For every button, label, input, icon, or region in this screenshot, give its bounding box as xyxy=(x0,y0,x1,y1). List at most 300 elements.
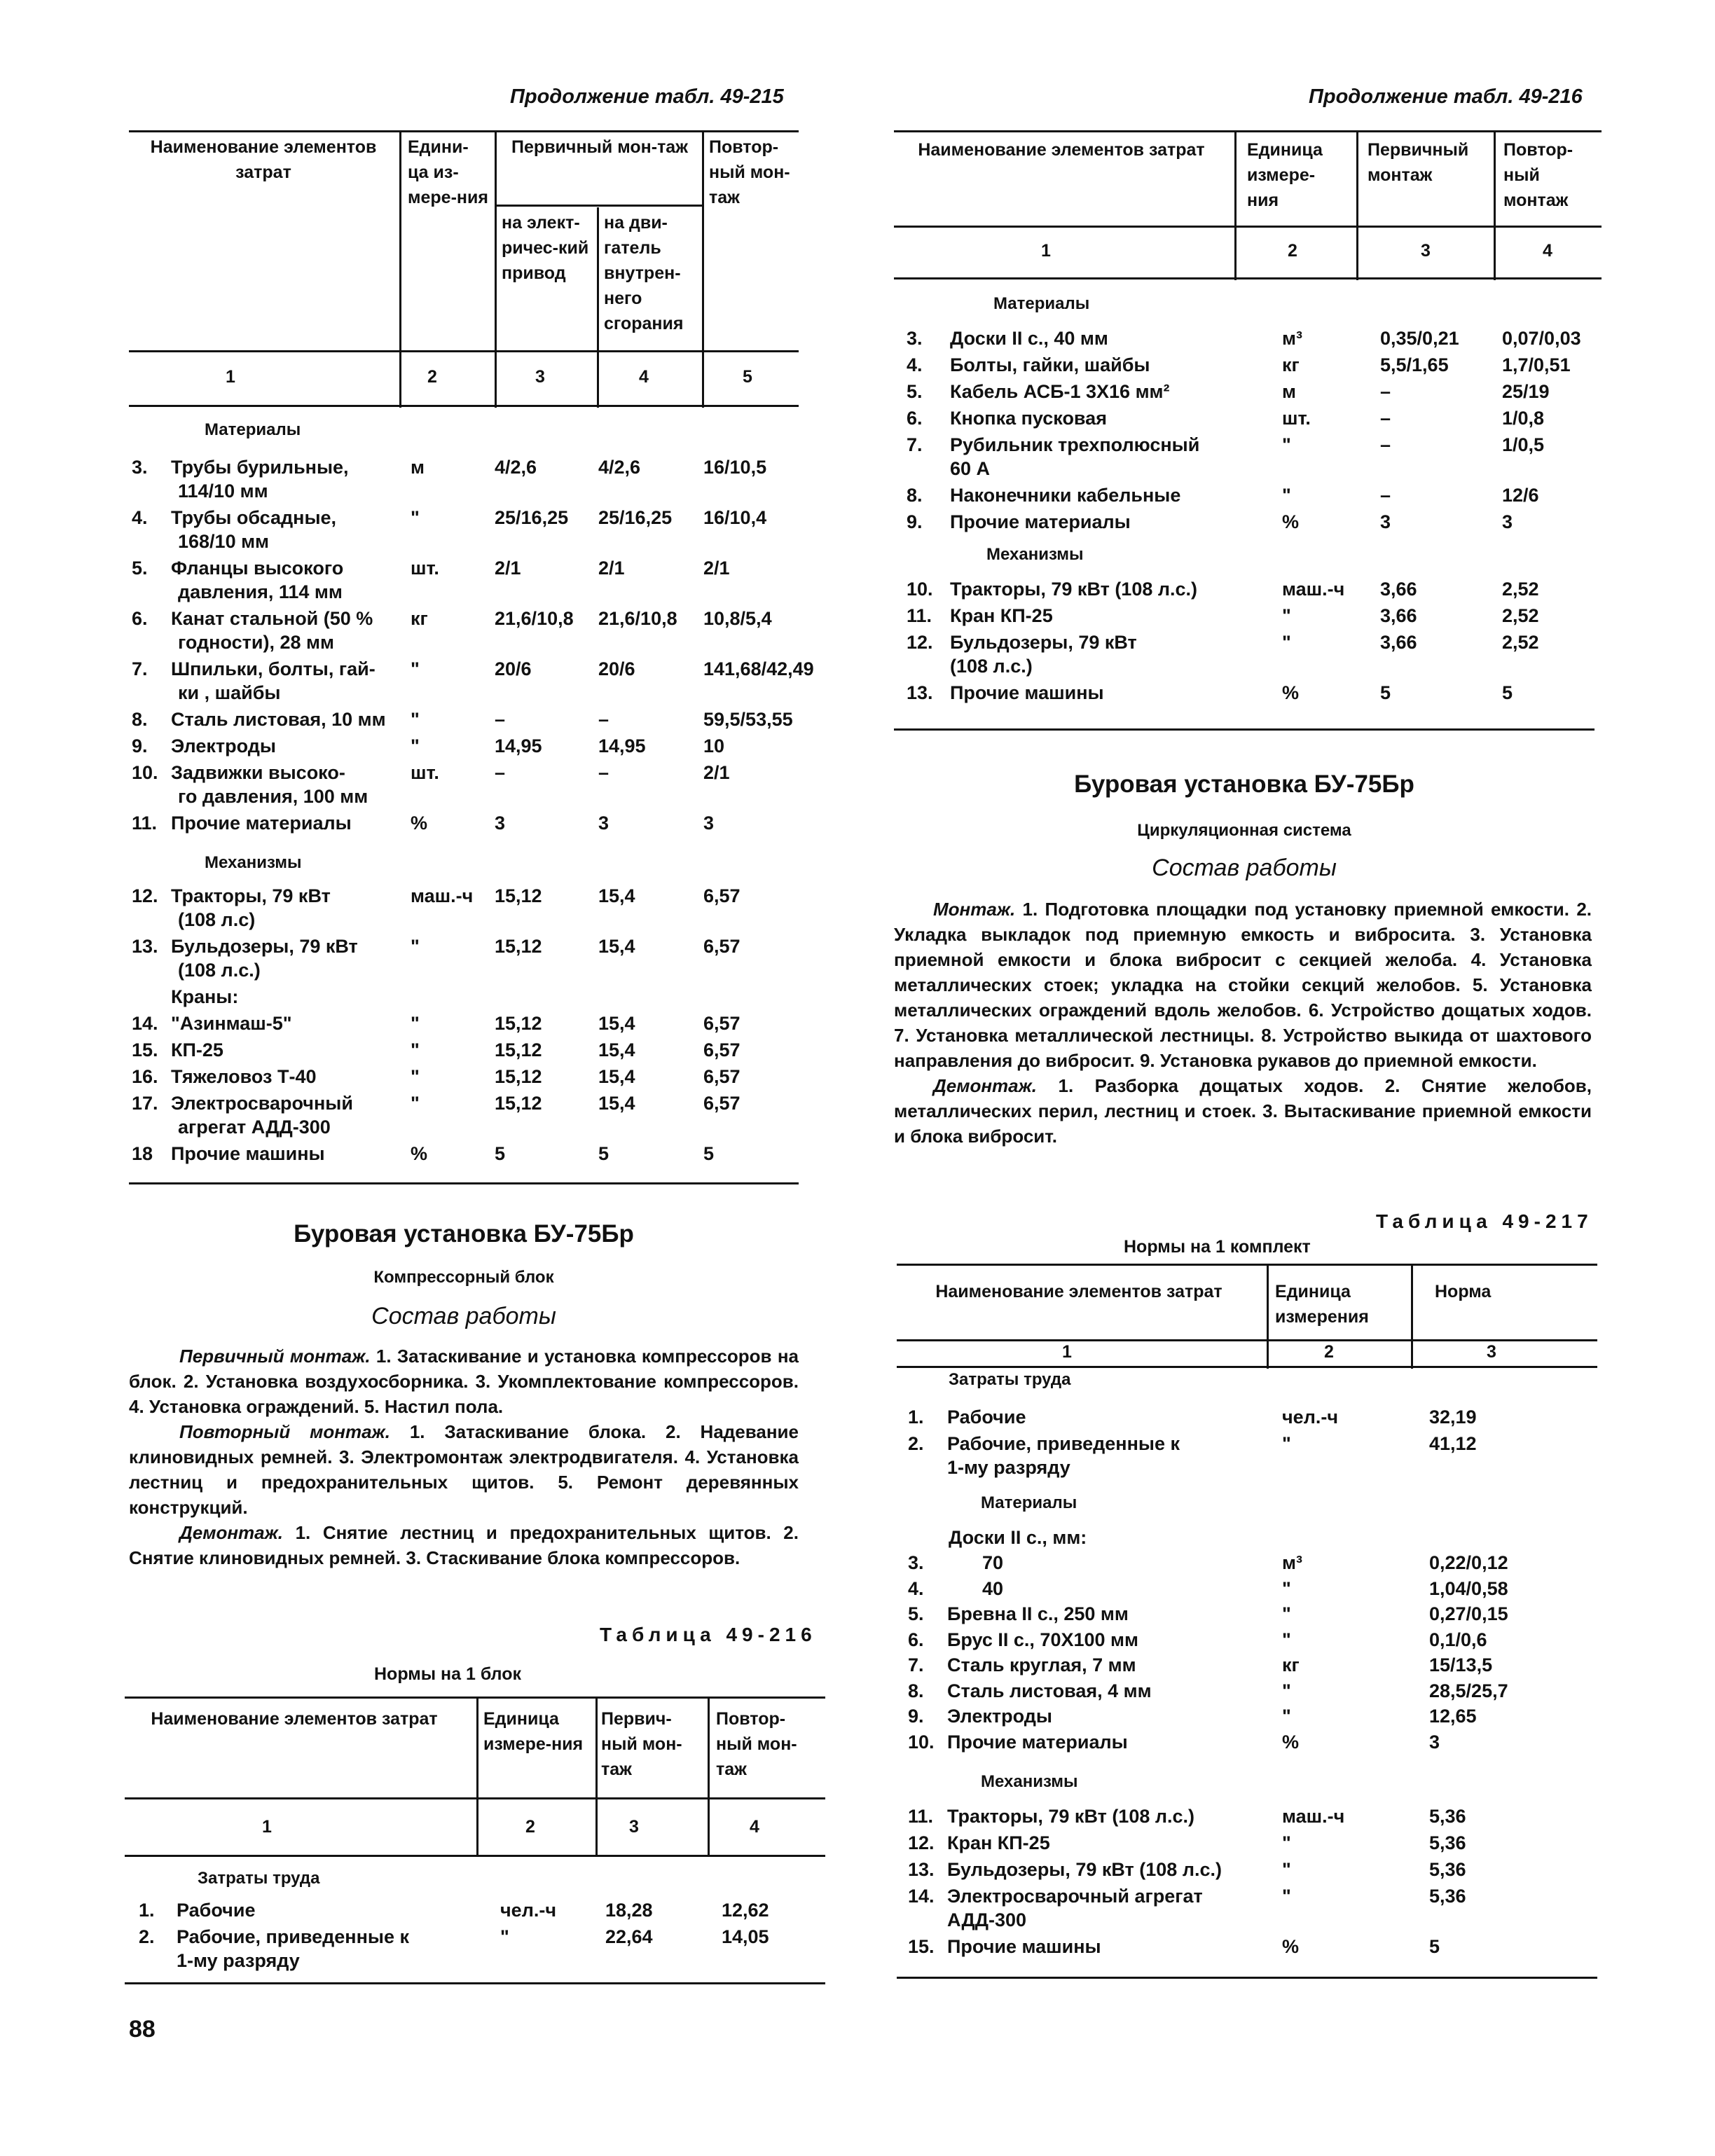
left-t1-mat-n: 11. xyxy=(132,813,158,834)
right-t2-mat-n: 5. xyxy=(908,1603,924,1624)
right-t2-mat-name: Сталь круглая, 7 мм xyxy=(947,1654,1136,1675)
right-table2-section-labor: Затраты труда xyxy=(949,1370,1071,1389)
right-t1-mat-c3: – xyxy=(1380,434,1391,455)
right-t1-mat-unit: м³ xyxy=(1282,328,1302,349)
left-t1-mech-n: 15. xyxy=(132,1039,158,1060)
right-t1-mat-n: 9. xyxy=(907,511,923,532)
left-table2-label: Таблица 49-216 xyxy=(600,1624,817,1645)
right-t1-mech-unit: " xyxy=(1282,605,1291,626)
right-t2-mech-name: Бульдозеры, 79 кВт (108 л.с.) xyxy=(947,1859,1222,1880)
right-t1-mech-name: Прочие машины xyxy=(950,682,1104,703)
right-t2-mat-unit: м³ xyxy=(1282,1552,1302,1573)
right-t2-mech-c3: 5,36 xyxy=(1429,1859,1466,1880)
left-table1-header-electric: на элект-ричес-кий привод xyxy=(502,213,589,283)
right-t1-mech-c3: 5 xyxy=(1380,682,1391,703)
left-table2-colnum: 1 xyxy=(262,1817,272,1837)
left-t1-mat-unit: " xyxy=(411,507,420,528)
left-t2-n: 1. xyxy=(139,1900,155,1921)
right-t1-mat-c3: – xyxy=(1380,381,1391,402)
left-t1-mech-c4: 15,4 xyxy=(598,885,635,906)
left-t1-mat-unit: % xyxy=(411,813,428,834)
right-t2-mat-name: Прочие материалы xyxy=(947,1731,1128,1753)
left-t1-mech-n: 18 xyxy=(132,1143,153,1164)
left-t1-mech-name2: агрегат АДД-300 xyxy=(178,1117,331,1138)
left-t1-mech-c4: 15,4 xyxy=(598,1093,635,1114)
right-t1-mat-c4: 1/0,8 xyxy=(1502,408,1545,429)
right-t2-mat-name: Брус II с., 70Х100 мм xyxy=(947,1629,1138,1650)
right-t2-mech-unit: " xyxy=(1282,1886,1291,1907)
left-table1-header-unit: Едини-ца из-мере-ния xyxy=(408,137,488,207)
right-t2-mat-c3: 28,5/25,7 xyxy=(1429,1680,1508,1701)
left-table1-header-name: Наименование элементов затрат xyxy=(150,137,377,182)
left-t1-mat-name: Фланцы высокого xyxy=(171,558,344,579)
left-t1-mech-unit: % xyxy=(411,1143,428,1164)
left-t1-mat-name2: давления, 114 мм xyxy=(178,581,343,602)
left-t1-mat-unit: м xyxy=(411,457,425,478)
right-paragraphs xyxy=(894,897,1592,1149)
left-table2-header-name: Наименование элементов затрат xyxy=(151,1709,438,1729)
left-t1-mech-c5: 5 xyxy=(703,1143,715,1164)
left-t1-mech-name2: (108 л.с) xyxy=(178,909,256,930)
right-t2-labor-name2: 1-му разряду xyxy=(947,1457,1070,1478)
right-t1-mech-n: 12. xyxy=(907,632,933,653)
left-t1-mat-name2: ки , шайбы xyxy=(178,682,281,703)
left-t1-mat-n: 6. xyxy=(132,608,148,629)
right-t1-mat-name: Рубильник трехполюсный xyxy=(950,434,1200,455)
right-t1-mech-c4: 2,52 xyxy=(1502,632,1539,653)
left-section-sostav: Состав работы xyxy=(371,1303,556,1329)
left-t1-mech-c5: 6,57 xyxy=(703,1093,741,1114)
left-table2-header-repeat: Повтор-ный мон-таж xyxy=(716,1709,797,1779)
left-table2-norms: Нормы на 1 блок xyxy=(374,1664,522,1684)
right-t2-mech-c3: 5,36 xyxy=(1429,1806,1466,1827)
left-table1-colnum: 5 xyxy=(743,367,752,387)
right-t2-mat-name: Электроды xyxy=(947,1706,1052,1727)
right-t1-mat-name: Кабель АСБ-1 3Х16 мм² xyxy=(950,381,1170,402)
left-t1-mech-n: 16. xyxy=(132,1066,158,1087)
left-p2-text: 1. Затаскивание блока. 2. Надевание клиновидных ремней. 3. Электромонтаж электродвигателя. 4. Установка лестниц и предохранительных щитов. 5. Ремонт деревянных конструкций. xyxy=(129,1421,799,1518)
left-paragraphs xyxy=(129,1343,799,1570)
left-t1-mat-c3: 14,95 xyxy=(495,735,542,756)
right-t1-mat-unit: шт. xyxy=(1282,408,1311,429)
left-section-subtitle: Компрессорный блок xyxy=(373,1268,554,1287)
left-table2-header-primary: Первич-ный мон-таж xyxy=(601,1709,682,1779)
right-t2-mat-name: 70 xyxy=(982,1552,1004,1573)
right-table2-section-materials: Материалы xyxy=(981,1493,1077,1512)
left-t1-mat-name: Электроды xyxy=(171,735,276,756)
left-t1-mech-name: КП-25 xyxy=(171,1039,223,1060)
left-table2-numbers-rule xyxy=(125,1855,825,1857)
right-t2-mat-n: 9. xyxy=(908,1706,924,1727)
left-t1-mech-unit: " xyxy=(411,936,420,957)
right-t1-mech-unit: маш.-ч xyxy=(1282,579,1345,600)
right-t1-mat-unit: м xyxy=(1282,381,1296,402)
left-t1-mat-c5: 141,68/42,49 xyxy=(703,658,814,679)
right-t2-mech-n: 12. xyxy=(908,1832,935,1853)
left-t1-mat-n: 4. xyxy=(132,507,148,528)
right-table2-section-mechanisms: Механизмы xyxy=(981,1772,1078,1791)
right-t1-mat-unit: " xyxy=(1282,485,1291,506)
right-table2-bottom-rule xyxy=(897,1977,1597,1979)
left-table2-colnum: 4 xyxy=(750,1817,759,1837)
right-t1-mat-name: Прочие материалы xyxy=(950,511,1131,532)
right-t2-mech-unit: маш.-ч xyxy=(1282,1806,1345,1827)
right-table1-divider xyxy=(1356,130,1358,280)
right-t2-labor-name: Рабочие, приведенные к xyxy=(947,1433,1180,1454)
right-t1-mat-c4: 3 xyxy=(1502,511,1513,532)
left-section-title: Буровая установка БУ-75Бр xyxy=(294,1220,634,1248)
left-t1-mech-c3: 5 xyxy=(495,1143,506,1164)
left-table1-colnum: 2 xyxy=(427,367,437,387)
left-table1-divider xyxy=(495,130,497,408)
left-t1-mech-name: Прочие машины xyxy=(171,1143,325,1164)
right-t2-mech-n: 15. xyxy=(908,1936,935,1957)
left-t1-mat-c3: 20/6 xyxy=(495,658,532,679)
right-t2-mat-unit: " xyxy=(1282,1577,1291,1599)
left-t1-mech-c5: 6,57 xyxy=(703,1039,741,1060)
right-table2-header-name: Наименование элементов затрат xyxy=(935,1282,1222,1301)
left-table1-header-rule xyxy=(129,350,799,352)
left-t1-mat-c4: – xyxy=(598,709,609,730)
right-t2-mech-name: Прочие машины xyxy=(947,1936,1101,1957)
right-t1-mat-c4: 25/19 xyxy=(1502,381,1550,402)
left-t1-mech-name: Бульдозеры, 79 кВт xyxy=(171,936,358,957)
left-t1-mat-c4: 14,95 xyxy=(598,735,646,756)
left-t1-mat-unit: кг xyxy=(411,608,428,629)
right-t1-mat-n: 4. xyxy=(907,354,923,375)
left-t1-mech-unit: " xyxy=(411,1093,420,1114)
left-t1-mech-n: 13. xyxy=(132,936,158,957)
left-t1-mat-name2: го давления, 100 мм xyxy=(178,786,369,807)
right-t1-mech-name: Тракторы, 79 кВт (108 л.с.) xyxy=(950,579,1198,600)
right-t1-mat-n: 5. xyxy=(907,381,923,402)
left-t1-mech-c3: 15,12 xyxy=(495,1093,542,1114)
right-t2-labor-unit: " xyxy=(1282,1433,1291,1454)
left-table1-section-mechanisms: Механизмы xyxy=(205,853,302,872)
right-p2-label: Демонтаж. xyxy=(933,1075,1038,1096)
left-t1-mat-name: Трубы обсадные, xyxy=(171,507,337,528)
right-t1-mat-c4: 12/6 xyxy=(1502,485,1539,506)
right-table2-colnum: 3 xyxy=(1487,1342,1496,1362)
left-t2-unit: " xyxy=(500,1926,509,1947)
right-table2-header-norm: Норма xyxy=(1435,1282,1492,1301)
right-table2-colnum: 1 xyxy=(1062,1342,1072,1362)
left-t1-mat-c5: 16/10,4 xyxy=(703,507,767,528)
left-t1-mech-c5: 6,57 xyxy=(703,1013,741,1034)
right-table2-header-unit: Единица измерения xyxy=(1275,1282,1369,1327)
right-table1-colnum: 3 xyxy=(1421,241,1431,261)
right-table1-header-repeat: Повтор-ный монтаж xyxy=(1503,140,1573,210)
right-t2-mat-unit: " xyxy=(1282,1680,1291,1701)
right-t1-mech-unit: " xyxy=(1282,632,1291,653)
right-table1-header-unit: Единица измере-ния xyxy=(1247,140,1323,210)
right-t1-mat-c4: 0,07/0,03 xyxy=(1502,328,1581,349)
left-t1-mech-c5: 6,57 xyxy=(703,1066,741,1087)
left-p3-label: Демонтаж. xyxy=(179,1522,284,1543)
left-t1-mat-name: Задвижки высоко- xyxy=(171,762,345,783)
left-t1-mech-c4: 15,4 xyxy=(598,936,635,957)
left-t1-mech-name: Электросварочный xyxy=(171,1093,353,1114)
left-table1-divider xyxy=(597,207,599,408)
right-section-sostav: Состав работы xyxy=(1152,855,1337,881)
right-table1-header-rule xyxy=(894,226,1602,228)
page-number: 88 xyxy=(129,2016,156,2043)
right-table1-section-materials: Материалы xyxy=(993,294,1090,313)
right-t2-mech-name: Тракторы, 79 кВт (108 л.с.) xyxy=(947,1806,1195,1827)
left-table2-header-rule xyxy=(125,1797,825,1799)
left-t1-mech-name: Тракторы, 79 кВт xyxy=(171,885,331,906)
left-t1-mech-c4: 5 xyxy=(598,1143,609,1164)
left-t1-mech-c4: 15,4 xyxy=(598,1066,635,1087)
right-t2-mat-n: 6. xyxy=(908,1629,924,1650)
right-t2-mat-c3: 3 xyxy=(1429,1731,1440,1753)
left-t1-mat-c4: 3 xyxy=(598,813,609,834)
right-t1-mech-name: Кран КП-25 xyxy=(950,605,1053,626)
right-t1-mat-name: Наконечники кабельные xyxy=(950,485,1181,506)
right-t1-mech-n: 10. xyxy=(907,579,933,600)
right-t2-mat-c3: 1,04/0,58 xyxy=(1429,1577,1508,1599)
right-t2-mech-name: Электросварочный агрегат xyxy=(947,1886,1203,1907)
left-t1-mat-c4: 4/2,6 xyxy=(598,457,641,478)
left-t1-mech-n: 17. xyxy=(132,1093,158,1114)
left-t1-mat-c5: 10,8/5,4 xyxy=(703,608,772,629)
right-t2-mat-c3: 0,27/0,15 xyxy=(1429,1603,1508,1624)
right-t2-mat-n: 8. xyxy=(908,1680,924,1701)
right-t2-mat-unit: кг xyxy=(1282,1654,1300,1675)
left-t1-mat-name2: 114/10 мм xyxy=(178,481,268,502)
right-t1-mat-n: 6. xyxy=(907,408,923,429)
left-t1-mat-c5: 59,5/53,55 xyxy=(703,709,793,730)
right-t2-mech-c3: 5,36 xyxy=(1429,1832,1466,1853)
left-t1-mat-n: 9. xyxy=(132,735,148,756)
left-table1-colnum: 3 xyxy=(535,367,545,387)
left-table1-section-materials: Материалы xyxy=(205,420,301,439)
left-t1-mat-name: Прочие материалы xyxy=(171,813,352,834)
left-t1-mech-c4: 15,4 xyxy=(598,1013,635,1034)
right-t1-mech-c3: 3,66 xyxy=(1380,632,1417,653)
left-t1-mat-name2: 168/10 мм xyxy=(178,531,270,552)
right-table2-colnum: 2 xyxy=(1324,1342,1334,1362)
right-t1-mech-c4: 2,52 xyxy=(1502,579,1539,600)
right-t2-mech-n: 14. xyxy=(908,1886,935,1907)
right-table2-norms: Нормы на 1 комплект xyxy=(1124,1237,1311,1257)
right-t1-mat-unit: кг xyxy=(1282,354,1300,375)
right-t1-mat-n: 3. xyxy=(907,328,923,349)
left-t1-mat-name: Канат стальной (50 % xyxy=(171,608,373,629)
left-t1-mat-unit: " xyxy=(411,709,420,730)
right-t2-mat-unit: " xyxy=(1282,1706,1291,1727)
left-table2-bottom-rule xyxy=(125,1982,825,1984)
right-table1-bottom-rule xyxy=(894,728,1595,731)
right-t1-mat-c3: 3 xyxy=(1380,511,1391,532)
left-t1-mech-name: "Азинмаш-5" xyxy=(171,1013,292,1034)
left-t1-mat-c3: 4/2,6 xyxy=(495,457,537,478)
right-table2-divider xyxy=(1267,1264,1269,1369)
right-table1-numbers-rule xyxy=(894,277,1602,279)
left-t1-mech-c3: 15,12 xyxy=(495,1013,542,1034)
right-t2-mech-unit: % xyxy=(1282,1936,1300,1957)
left-table1-bottom-rule xyxy=(129,1182,799,1184)
right-t2-mat-c3: 15/13,5 xyxy=(1429,1654,1493,1675)
left-t1-mat-c5: 3 xyxy=(703,813,715,834)
right-t1-mat-n: 8. xyxy=(907,485,923,506)
right-table1-colnum: 2 xyxy=(1288,241,1297,261)
left-t2-unit: чел.-ч xyxy=(500,1900,557,1921)
left-table1-header-engine: на дви-гатель внутрен-него сгорания xyxy=(604,213,684,333)
right-t2-mech-c3: 5 xyxy=(1429,1936,1440,1957)
left-t1-mat-c4: – xyxy=(598,762,609,783)
left-t1-mat-c5: 16/10,5 xyxy=(703,457,767,478)
right-t2-labor-c3: 32,19 xyxy=(1429,1407,1477,1428)
right-t1-mat-unit: % xyxy=(1282,511,1300,532)
right-t2-mech-c3: 5,36 xyxy=(1429,1886,1466,1907)
left-t1-mech-name: Краны: xyxy=(171,986,239,1007)
left-t1-mech-c5: 6,57 xyxy=(703,885,741,906)
right-t2-mech-n: 11. xyxy=(908,1806,934,1827)
left-table2-top-rule xyxy=(125,1697,825,1699)
left-t1-mech-unit: маш.-ч xyxy=(411,885,474,906)
right-table2-divider xyxy=(1411,1264,1413,1369)
right-t1-mat-c3: – xyxy=(1380,485,1391,506)
left-t1-mat-c4: 21,6/10,8 xyxy=(598,608,677,629)
right-t2-mech-name: Кран КП-25 xyxy=(947,1832,1050,1853)
left-table1-divider xyxy=(399,130,401,408)
left-t1-mech-c4: 15,4 xyxy=(598,1039,635,1060)
left-t1-mat-c4: 2/1 xyxy=(598,558,625,579)
left-table2-colnum: 2 xyxy=(525,1817,535,1837)
left-table1-colnum: 1 xyxy=(226,367,235,387)
right-t1-mat-n: 7. xyxy=(907,434,923,455)
left-table1-subheader-rule xyxy=(495,205,702,207)
right-table2-boards-label: Доски II с., мм: xyxy=(949,1527,1087,1548)
right-table1-divider xyxy=(1234,130,1237,280)
right-t2-mech-name2: АДД-300 xyxy=(947,1909,1027,1930)
right-section-subtitle: Циркуляционная система xyxy=(1137,821,1351,840)
right-t2-labor-unit: чел.-ч xyxy=(1282,1407,1339,1428)
left-t1-mat-c3: 3 xyxy=(495,813,506,834)
left-table2-divider xyxy=(595,1697,598,1856)
right-t2-mat-c3: 0,1/0,6 xyxy=(1429,1629,1487,1650)
right-t2-mat-n: 4. xyxy=(908,1577,924,1599)
left-t1-mech-name2: (108 л.с.) xyxy=(178,960,261,981)
right-t2-mat-name: Бревна II с., 250 мм xyxy=(947,1603,1129,1624)
right-t1-mech-n: 13. xyxy=(907,682,933,703)
right-t1-mech-c3: 3,66 xyxy=(1380,579,1417,600)
right-table1-colnum: 4 xyxy=(1543,241,1552,261)
left-t2-c3: 18,28 xyxy=(605,1900,653,1921)
left-t1-mat-name: Сталь листовая, 10 мм xyxy=(171,709,386,730)
left-p1-text: 1. Затаскивание и установка компрессоров на блок. 2. Установка воздухосборника. 3. Укомплектование компрессоров. 4. Установка ограждений. 5. Настил пола. xyxy=(129,1346,799,1417)
left-t1-mat-n: 10. xyxy=(132,762,158,783)
right-t2-mat-unit: % xyxy=(1282,1731,1300,1753)
right-t1-mat-name: Доски II с., 40 мм xyxy=(950,328,1108,349)
right-t1-mat-c3: 5,5/1,65 xyxy=(1380,354,1449,375)
right-t1-mech-unit: % xyxy=(1282,682,1300,703)
right-t1-mech-c4: 5 xyxy=(1502,682,1513,703)
left-p2-label: Повторный монтаж. xyxy=(179,1421,390,1442)
right-t1-mat-c4: 1,7/0,51 xyxy=(1502,354,1571,375)
right-t2-mat-unit: " xyxy=(1282,1629,1291,1650)
left-t1-mat-c4: 25/16,25 xyxy=(598,507,673,528)
right-t2-mat-n: 7. xyxy=(908,1654,924,1675)
left-table2-header-unit: Единица измере-ния xyxy=(483,1709,584,1754)
right-table1-header-name: Наименование элементов затрат xyxy=(918,140,1205,160)
left-t1-mech-c3: 15,12 xyxy=(495,936,542,957)
left-table2-colnum: 3 xyxy=(629,1817,639,1837)
left-t1-mat-name: Шпильки, болты, гай- xyxy=(171,658,376,679)
left-t1-mat-c3: 2/1 xyxy=(495,558,521,579)
left-table2-divider xyxy=(476,1697,478,1856)
right-t1-mat-name: Кнопка пусковая xyxy=(950,408,1107,429)
right-p2-text: 1. Разборка дощатых ходов. 2. Снятие желобов, металлических перил, лестниц и стоек. 3. Вытаскивание приемной емкости и блока вибросит. xyxy=(894,1075,1592,1147)
left-t1-mat-unit: шт. xyxy=(411,558,439,579)
left-t1-mat-unit: " xyxy=(411,658,420,679)
right-table1-section-mechanisms: Механизмы xyxy=(986,545,1084,564)
right-p1-label: Монтаж. xyxy=(933,899,1016,920)
left-t1-mat-name2: годности), 28 мм xyxy=(178,632,334,653)
left-t1-mech-n: 14. xyxy=(132,1013,158,1034)
left-table1-header-repeat: Повтор-ный мон-таж xyxy=(709,137,790,207)
right-continuation-label: Продолжение табл. 49-216 xyxy=(1309,85,1583,108)
left-t1-mech-unit: " xyxy=(411,1039,420,1060)
right-t2-labor-n: 2. xyxy=(908,1433,924,1454)
right-t1-mech-name2: (108 л.с.) xyxy=(950,656,1033,677)
left-t1-mat-name: Трубы бурильные, xyxy=(171,457,349,478)
right-t2-mat-c3: 12,65 xyxy=(1429,1706,1477,1727)
right-t1-mech-c4: 2,52 xyxy=(1502,605,1539,626)
left-t1-mech-unit: " xyxy=(411,1013,420,1034)
left-t1-mat-n: 7. xyxy=(132,658,148,679)
left-t2-c3: 22,64 xyxy=(605,1926,653,1947)
left-t1-mat-c3: – xyxy=(495,762,506,783)
left-table1-numbers-rule xyxy=(129,405,799,407)
right-t1-mech-n: 11. xyxy=(907,605,932,626)
left-t1-mat-c5: 10 xyxy=(703,735,725,756)
right-table1-colnum: 1 xyxy=(1041,241,1051,261)
left-t2-n: 2. xyxy=(139,1926,155,1947)
left-t1-mat-c3: 25/16,25 xyxy=(495,507,569,528)
right-t2-mat-name: Сталь листовая, 4 мм xyxy=(947,1680,1152,1701)
left-table1-colnum: 4 xyxy=(639,367,649,387)
left-t2-c4: 14,05 xyxy=(722,1926,769,1947)
right-t1-mat-c3: – xyxy=(1380,408,1391,429)
left-t1-mat-c3: 21,6/10,8 xyxy=(495,608,574,629)
right-t2-mat-c3: 0,22/0,12 xyxy=(1429,1552,1508,1573)
left-table2-divider xyxy=(708,1697,710,1856)
left-t1-mech-c5: 6,57 xyxy=(703,936,741,957)
right-t1-mat-unit: " xyxy=(1282,434,1291,455)
left-t1-mat-n: 5. xyxy=(132,558,148,579)
left-t1-mat-c5: 2/1 xyxy=(703,762,730,783)
left-table2-section-labor: Затраты труда xyxy=(198,1869,320,1888)
left-t2-c4: 12,62 xyxy=(722,1900,769,1921)
right-table1-header-primary: Первичный монтаж xyxy=(1368,140,1469,185)
left-t1-mech-n: 12. xyxy=(132,885,158,906)
right-t1-mat-name: Болты, гайки, шайбы xyxy=(950,354,1150,375)
left-t1-mech-c3: 15,12 xyxy=(495,1066,542,1087)
left-table1-header-primary: Первичный мон-таж xyxy=(511,137,688,157)
left-t1-mat-n: 3. xyxy=(132,457,148,478)
left-table1-divider xyxy=(702,130,704,408)
right-t1-mat-c4: 1/0,5 xyxy=(1502,434,1545,455)
left-t2-name: Рабочие xyxy=(177,1900,256,1921)
right-table2-top-rule xyxy=(897,1264,1597,1266)
left-t1-mat-unit: шт. xyxy=(411,762,439,783)
right-t2-labor-n: 1. xyxy=(908,1407,924,1428)
right-p1-text: 1. Подготовка площадки под установку приемной емкости. 2. Укладка выкладок под приемную емкость и вибросита. 3. Установка приемной емкости и блока вибросит с секцией желоба. 4. Установка металлических стоек; укладка на стойки секций желобов. 5. Установка металлических ограждений вдоль желобов. 6. Устройство дощатых ходов. 7. Установка металлической лестницы. 8. Устройство выкида от шахтового направления до вибросит. 9. Установка рукавов до приемной емкости. xyxy=(894,899,1592,1071)
left-t1-mat-c3: – xyxy=(495,709,506,730)
right-table2-numbers-rule xyxy=(897,1366,1597,1368)
